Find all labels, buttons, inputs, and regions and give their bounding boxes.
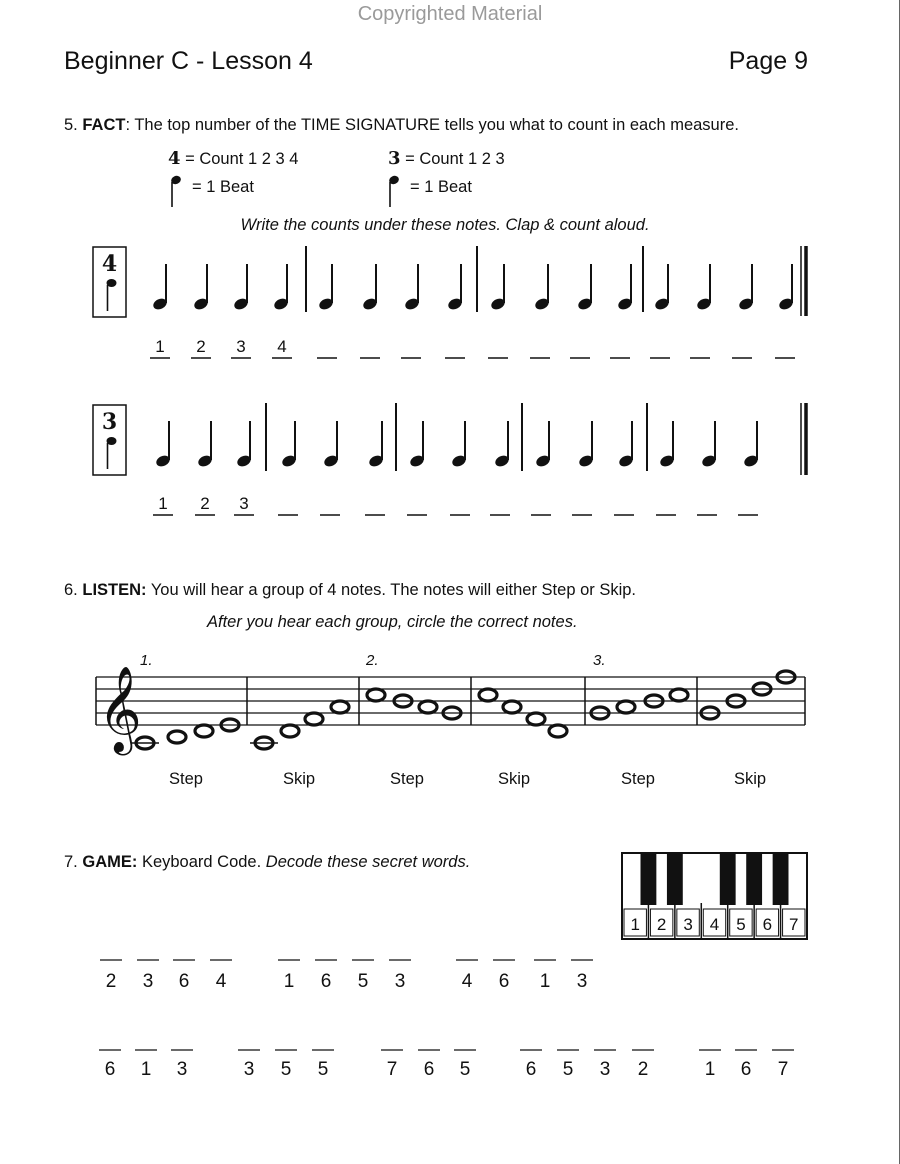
code-digit: 7 — [777, 1059, 789, 1080]
time-signature-numeral: 4 — [168, 148, 181, 169]
watermark: Copyrighted Material — [357, 3, 543, 25]
whole-note — [479, 689, 497, 701]
whole-note — [549, 725, 567, 737]
key-number: 5 — [736, 915, 746, 934]
question-number: 6. — [64, 581, 78, 599]
whole-note — [419, 701, 437, 713]
code-digit: 1 — [704, 1059, 716, 1080]
instruction-text: After you hear each group, circle the correct notes. — [207, 613, 578, 631]
key-number: 4 — [709, 915, 720, 934]
code-digit: 3 — [576, 971, 588, 992]
whole-note — [527, 713, 545, 725]
code-digit: 3 — [142, 971, 154, 992]
answer-label: Skip — [282, 770, 316, 788]
black-key — [641, 853, 657, 905]
whole-note — [617, 701, 635, 713]
code-digit: 4 — [461, 971, 473, 992]
answer-label: Step — [390, 770, 424, 788]
question-text: Keyboard Code. — [137, 853, 266, 871]
question-keyword: FACT — [82, 116, 126, 134]
whole-note — [281, 725, 299, 737]
code-digit: 4 — [215, 971, 227, 992]
key-number: 6 — [762, 915, 773, 934]
question-keyword: LISTEN: — [82, 581, 147, 599]
code-digit: 6 — [740, 1059, 752, 1080]
black-key — [746, 853, 762, 905]
code-digit: 2 — [637, 1059, 649, 1080]
code-digit: 6 — [178, 971, 190, 992]
code-digit: 7 — [386, 1059, 398, 1080]
legend-beat-text: = 1 Beat — [192, 178, 254, 196]
key-number: 3 — [683, 915, 693, 934]
whole-note — [195, 725, 213, 737]
answer-label: Step — [169, 770, 203, 788]
code-digit: 5 — [280, 1059, 292, 1080]
count-label: 1 — [155, 337, 165, 356]
question-text: You will hear a group of 4 notes. The notes will either Step or Skip. — [146, 581, 637, 599]
black-key — [667, 853, 683, 905]
code-digit: 6 — [498, 971, 510, 992]
whole-note — [305, 713, 323, 725]
code-digit: 1 — [283, 971, 295, 992]
whole-note — [503, 701, 521, 713]
code-digit: 5 — [317, 1059, 329, 1080]
whole-note — [331, 701, 349, 713]
page-number: Page 9 — [728, 47, 808, 75]
whole-note — [367, 689, 385, 701]
answer-label: Skip — [733, 770, 767, 788]
whole-note — [670, 689, 688, 701]
legend-text: = Count 1 2 3 — [405, 150, 505, 168]
code-digit: 5 — [357, 971, 369, 992]
question-text: : The top number of the TIME SIGNATURE tells you what to count in each measure. — [125, 116, 739, 134]
code-digit: 1 — [539, 971, 551, 992]
time-signature-numeral: 3 — [388, 148, 401, 169]
question-italic-text: Decode these secret words. — [265, 853, 471, 871]
code-digit: 3 — [176, 1059, 188, 1080]
legend-beat-text: = 1 Beat — [410, 178, 472, 196]
group-number: 1. — [140, 652, 153, 669]
question-number: 7. — [64, 853, 78, 871]
count-label: 2 — [200, 494, 210, 513]
code-digit: 5 — [459, 1059, 471, 1080]
answer-label: Step — [621, 770, 655, 788]
code-digit: 6 — [320, 971, 332, 992]
code-digit: 6 — [525, 1059, 537, 1080]
question-number: 5. — [64, 116, 78, 134]
count-label: 3 — [239, 494, 249, 513]
code-digit: 2 — [105, 971, 117, 992]
key-number: 1 — [630, 915, 640, 934]
whole-note — [168, 731, 186, 743]
count-label: 3 — [236, 337, 246, 356]
group-number: 2. — [366, 652, 379, 669]
code-digit: 3 — [394, 971, 406, 992]
black-key — [773, 853, 789, 905]
black-key — [720, 853, 736, 905]
legend-text: = Count 1 2 3 4 — [185, 150, 299, 168]
question-keyword: GAME: — [82, 853, 138, 871]
code-digit: 3 — [599, 1059, 611, 1080]
code-digit: 3 — [243, 1059, 255, 1080]
code-digit: 6 — [104, 1059, 116, 1080]
code-digit: 1 — [140, 1059, 152, 1080]
code-digit: 5 — [562, 1059, 574, 1080]
time-signature-top: 4 — [101, 251, 118, 277]
answer-label: Skip — [497, 770, 531, 788]
time-signature-top: 3 — [101, 409, 118, 435]
key-number: 2 — [656, 915, 667, 934]
treble-clef-icon: 𝄞 — [98, 666, 142, 752]
count-label: 4 — [277, 337, 287, 356]
page-title: Beginner C - Lesson 4 — [64, 47, 313, 75]
key-number: 7 — [789, 915, 799, 934]
instruction-text: Write the counts under these notes. Clap & count aloud. — [240, 216, 650, 234]
group-number: 3. — [593, 652, 606, 669]
code-digit: 6 — [423, 1059, 435, 1080]
count-label: 2 — [196, 337, 206, 356]
count-label: 1 — [158, 494, 168, 513]
